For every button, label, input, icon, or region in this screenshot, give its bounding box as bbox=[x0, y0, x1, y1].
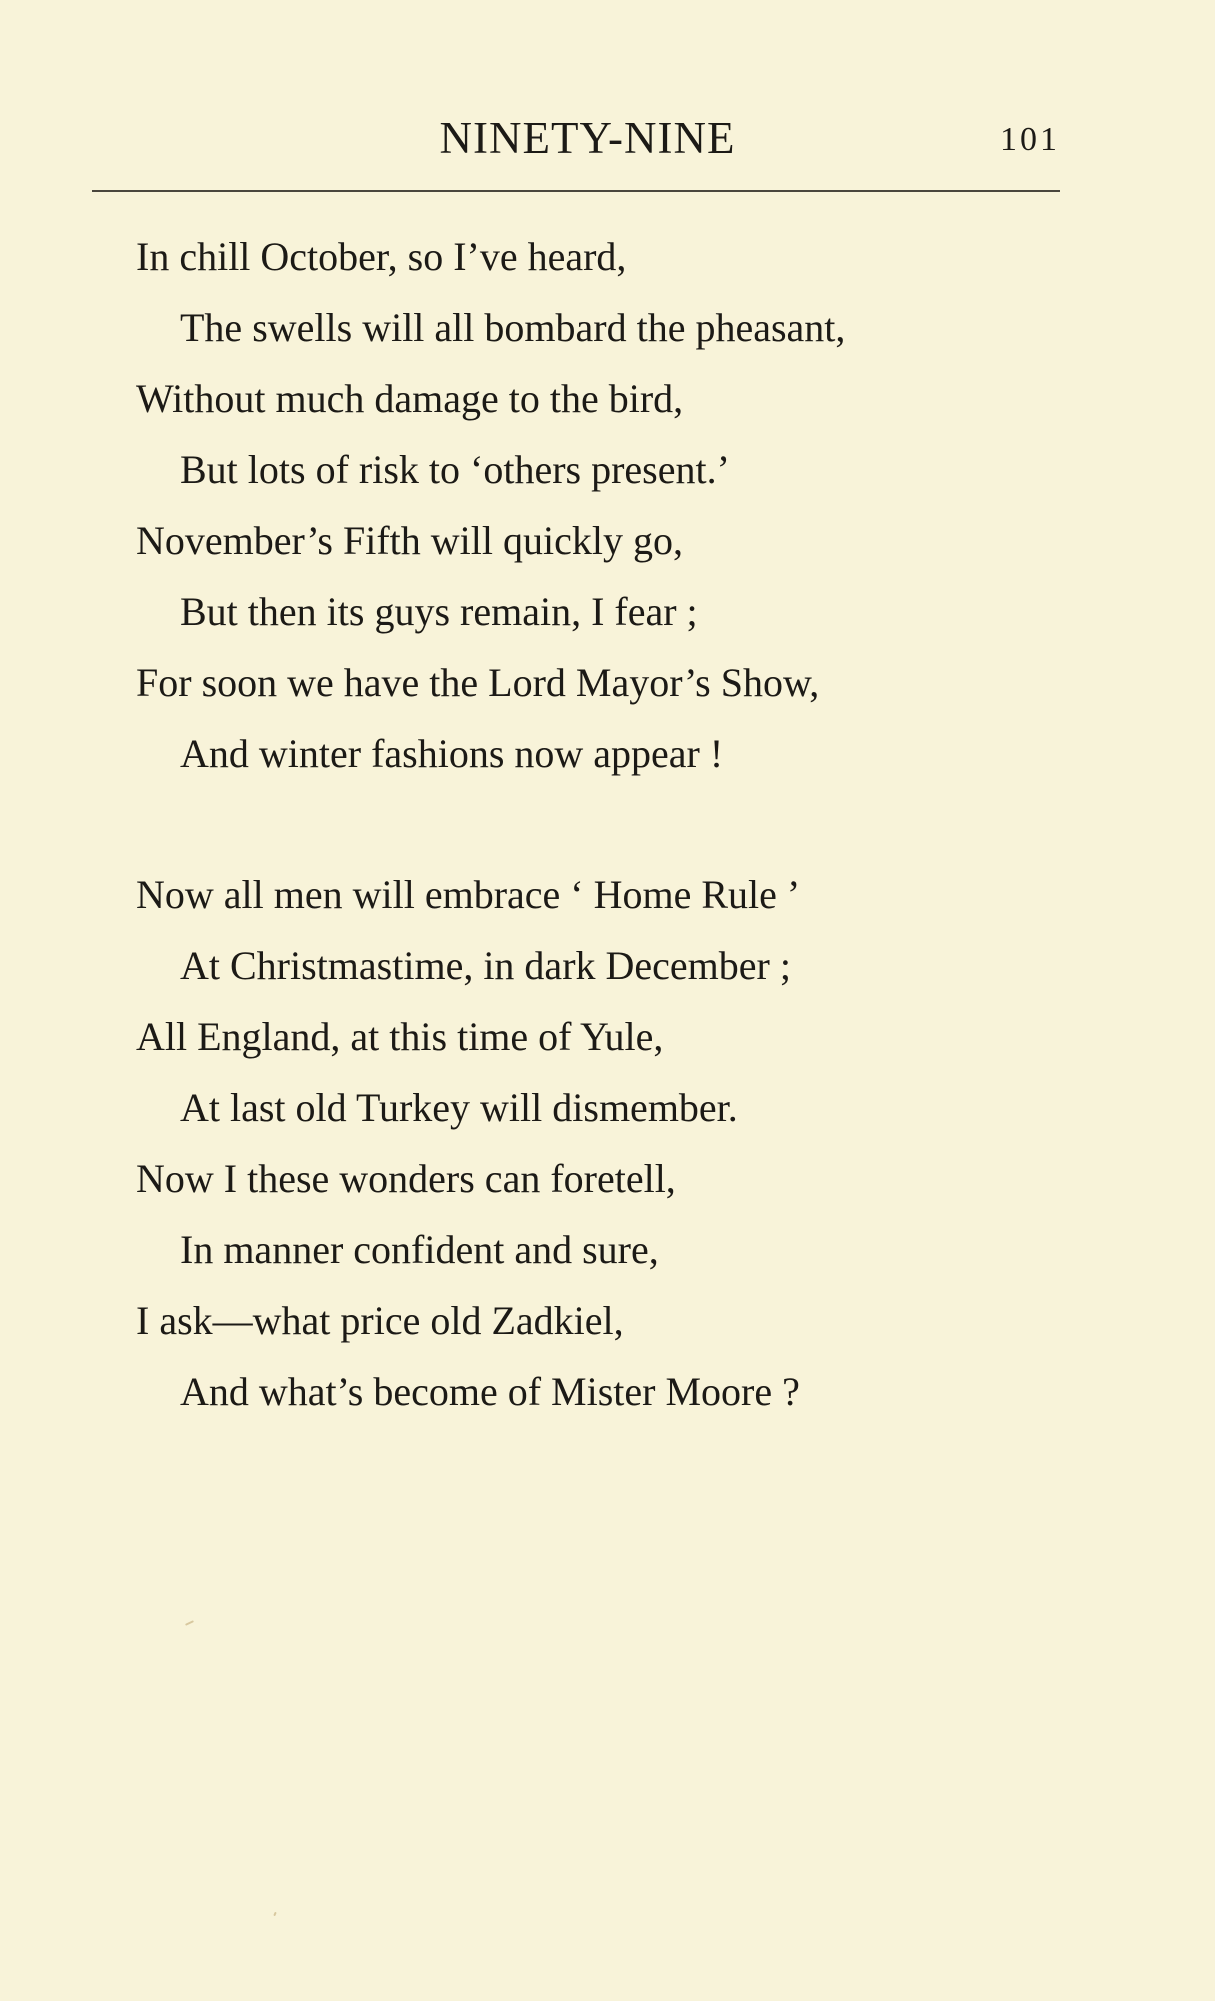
paper-speck bbox=[185, 1620, 194, 1626]
running-head bbox=[0, 108, 1215, 168]
verse-line-indented: At last old Turkey will dismember. bbox=[180, 1085, 738, 1130]
verse-line: In chill October, so I’ve heard, bbox=[136, 234, 627, 279]
verse-line: For soon we have the Lord Mayor’s Show, bbox=[136, 660, 820, 705]
verse-line-indented: In manner confident and sure, bbox=[180, 1227, 659, 1272]
verse-line: I ask—what price old Zadkiel, bbox=[136, 1298, 624, 1343]
verse-line: Without much damage to the bird, bbox=[136, 376, 684, 421]
verse-line-indented: But lots of risk to ‘others present.’ bbox=[180, 447, 730, 492]
verse-line: Now I these wonders can foretell, bbox=[136, 1156, 676, 1201]
paper-speck bbox=[273, 1912, 277, 1916]
verse-line-indented: And winter fashions now appear ! bbox=[180, 731, 724, 776]
stanza-2 bbox=[136, 859, 1096, 1427]
page-number: 101 bbox=[1000, 121, 1060, 158]
verse-line: November’s Fifth will quickly go, bbox=[136, 518, 683, 563]
running-title: NINETY-NINE bbox=[439, 113, 736, 163]
verse-line-indented: The swells will all bombard the pheasant, bbox=[180, 305, 846, 350]
verse-line-indented: At Christmastime, in dark December ; bbox=[180, 943, 791, 988]
verse-line-indented: And what’s become of Mister Moore ? bbox=[180, 1369, 800, 1414]
verse-line: All England, at this time of Yule, bbox=[136, 1014, 664, 1059]
verse-line: Now all men will embrace ‘ Home Rule ’ bbox=[136, 872, 801, 917]
verse-line-indented: But then its guys remain, I fear ; bbox=[180, 589, 698, 634]
stanza-1 bbox=[136, 221, 1096, 789]
header-rule bbox=[92, 190, 1060, 192]
